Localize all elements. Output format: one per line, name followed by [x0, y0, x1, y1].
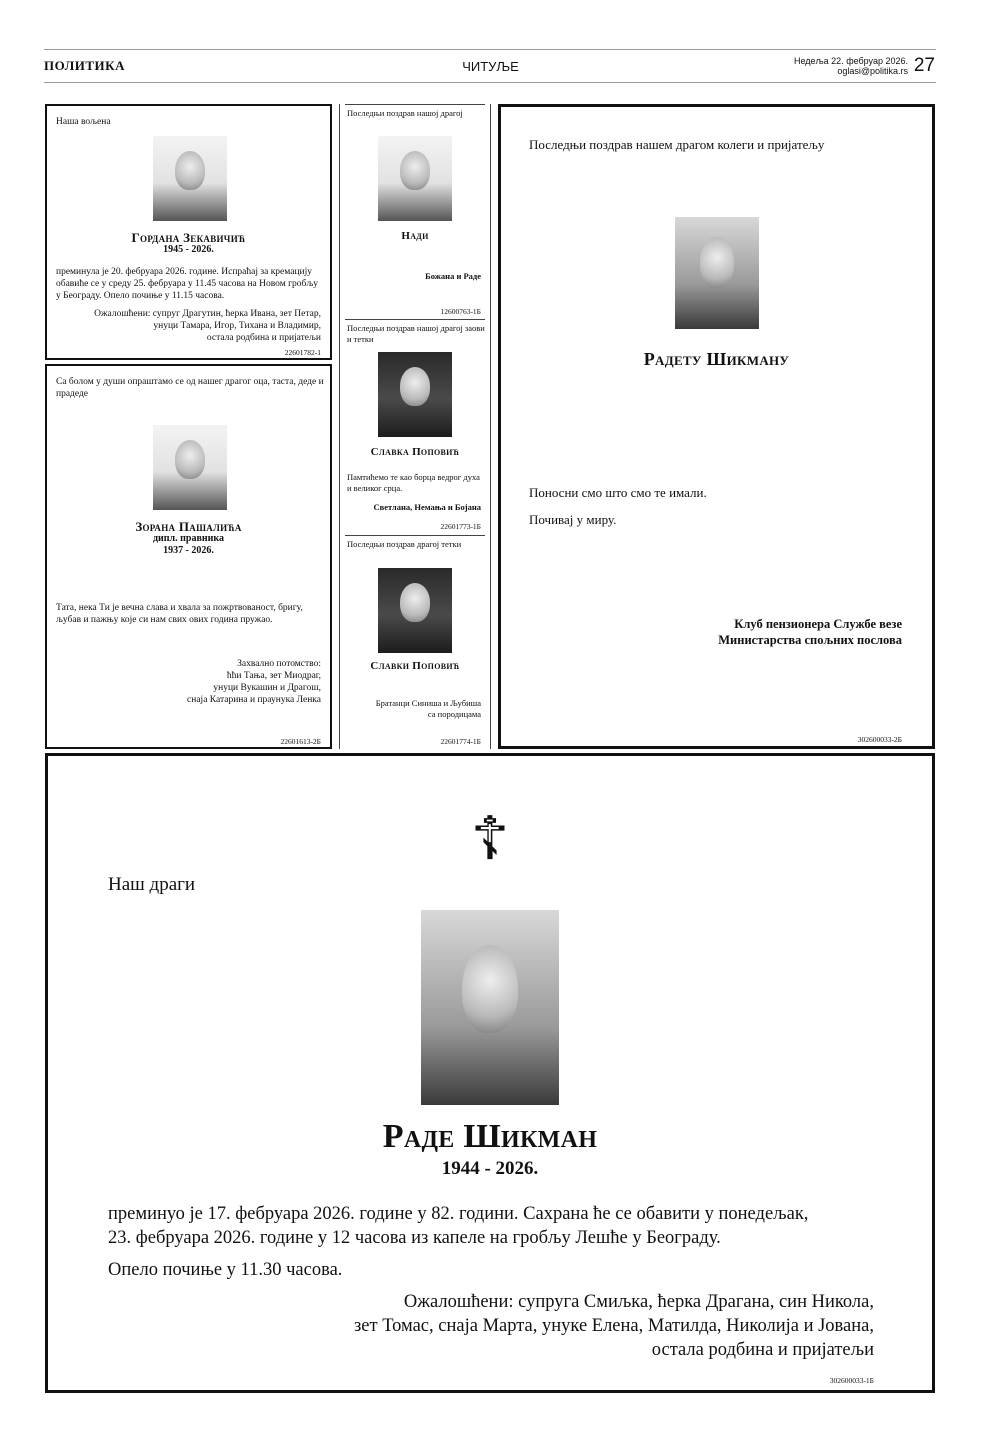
- portrait-photo: [378, 568, 452, 653]
- mourners-line: снаја Катарина и праунука Ленка: [187, 695, 321, 705]
- obituary-intro: Последњи поздрав нашем драгом колеги и пријатељу: [529, 137, 825, 152]
- signed-by: Светлана, Немања и Бојана: [373, 502, 481, 512]
- signed-by: Министарства спољних послова: [718, 633, 902, 647]
- mourners-line: Захвално потомство:: [237, 659, 321, 669]
- deceased-name: Радету Шикману: [643, 349, 790, 369]
- obituary-slavka-1: [345, 321, 485, 533]
- deceased-name: Нади: [401, 230, 429, 242]
- mourners-line: Ожалошћени: супруга Смиљка, ћерка Драгана, син Никола,: [403, 1292, 874, 1312]
- mourners-line: зет Томас, снаја Марта, унуке Елена, Матилда, Николија и Јована,: [353, 1316, 874, 1336]
- obituary-intro: Последњи поздрав нашој драгој заови и тетки: [347, 323, 485, 344]
- header-date-block: [794, 56, 908, 76]
- header-date: Недеља 22. фебруар 2026.: [793, 56, 908, 66]
- deceased-name: Зорана Пашалића: [135, 519, 242, 534]
- obituary-intro: Последњи поздрав нашој драгој: [347, 108, 463, 118]
- obituary-text: Опело почиње у 11.30 часова.: [108, 1260, 343, 1280]
- obituary-text: Почивај у миру.: [529, 512, 617, 527]
- deceased-years: 1944 - 2026.: [441, 1158, 539, 1179]
- portrait-photo: [153, 425, 227, 510]
- divider-rule: [345, 319, 485, 320]
- section-title: ЧИТУЉЕ: [462, 59, 519, 74]
- header-email: oglasi@politika.rs: [837, 66, 908, 76]
- portrait-photo: [675, 217, 759, 329]
- ad-code: 12600763-1Б: [440, 307, 481, 316]
- header-top-rule: [44, 49, 936, 50]
- obituary-text: 23. фебруара 2026. године у 12 часова из капеле на гробљу Лешће у Београду.: [108, 1228, 721, 1248]
- obituary-rade-club: [498, 104, 935, 749]
- obituary-zoran: [45, 364, 332, 749]
- ad-code: 22601613-2Б: [280, 737, 321, 746]
- obituary-intro: Последњи поздрав драгој тетки: [347, 539, 462, 549]
- signed-by: Божана и Раде: [425, 271, 481, 281]
- deceased-years: 1937 - 2026.: [163, 545, 214, 556]
- mourners-line: унуци Вукашин и Драгош,: [213, 683, 321, 693]
- obituary-text: преминула је 20. фебруара 2026. године. Испраћај за кремацију обавиће се у среду 25. фебруара у 11.45 часова на Новом гробљу у Београду. Опело почиње у 11.15 часова.: [56, 267, 319, 301]
- newspaper-logo: ПОЛИТИКА: [44, 58, 125, 73]
- obituary-intro: Наша вољена: [56, 117, 111, 127]
- ad-code: 22601774-1Б: [440, 737, 481, 746]
- obituary-gordana: [45, 104, 332, 360]
- deceased-name: Славки Поповић: [370, 660, 460, 672]
- obituary-text: Поносни смо што смо те имали.: [529, 485, 707, 500]
- column-rule-right: [490, 104, 491, 749]
- ad-code: 22601773-1Б: [440, 522, 481, 531]
- mourners-line: унуци Тамара, Игор, Тихана и Владимир,: [153, 321, 321, 331]
- mourners-line: Ожалошћени: супруг Драгутин, ћерка Ивана, зет Петар,: [94, 309, 321, 319]
- mourners-line: остала родбина и пријатељи: [651, 1340, 874, 1360]
- signed-by: са породицама: [427, 709, 481, 719]
- divider-rule: [345, 535, 485, 536]
- deceased-name: Славка Поповић: [370, 446, 460, 458]
- mourners-line: ћћи Тања, зет Миодраг,: [226, 671, 321, 681]
- obituary-text: преминуо је 17. фебруара 2026. године у 82. години. Сахрана ће се обавити у понедељак,: [108, 1204, 809, 1224]
- portrait-photo: [378, 136, 452, 221]
- ad-code: 22601782-1: [284, 348, 321, 357]
- mourners-line: остала родбина и пријатељи: [206, 333, 321, 343]
- divider-rule: [345, 104, 485, 105]
- ad-code: 302600033-2Б: [857, 735, 902, 744]
- obituary-rade-main: [45, 753, 935, 1393]
- header-bottom-rule: [44, 82, 936, 83]
- obituary-intro: Са болом у души опраштамо се од нашег драгог оца, таста, деде и прадеде: [56, 377, 324, 399]
- deceased-name: Гордана Зекавичић: [131, 230, 246, 245]
- obituary-nadi: [345, 106, 485, 318]
- page-number: 27: [913, 55, 935, 76]
- orthodox-cross-icon: ☦: [470, 806, 510, 872]
- deceased-name: Раде Шикман: [382, 1118, 598, 1155]
- ad-code: 302600033-1Б: [829, 1376, 874, 1385]
- obituary-text: Памтићемо те као борца ведрог духа и великог срца.: [347, 472, 480, 493]
- portrait-photo: [153, 136, 227, 221]
- portrait-photo: [378, 352, 452, 437]
- portrait-photo: [421, 910, 559, 1105]
- obituary-intro: Наш драги: [108, 874, 196, 895]
- signed-by: Братанци Синиша и Љубиша: [375, 698, 481, 708]
- column-rule-left: [339, 104, 340, 749]
- deceased-title: дипл. правника: [152, 533, 225, 544]
- obituary-slavka-2: [345, 537, 485, 749]
- deceased-years: 1945 - 2026.: [163, 244, 214, 255]
- obituary-text: Тата, нека Ти је вечна слава и хвала за пожртвованост, бригу, љубав и пажњу које си нам свих ових година пружао.: [56, 603, 303, 625]
- signed-by: Клуб пензионера Службе везе: [734, 617, 902, 631]
